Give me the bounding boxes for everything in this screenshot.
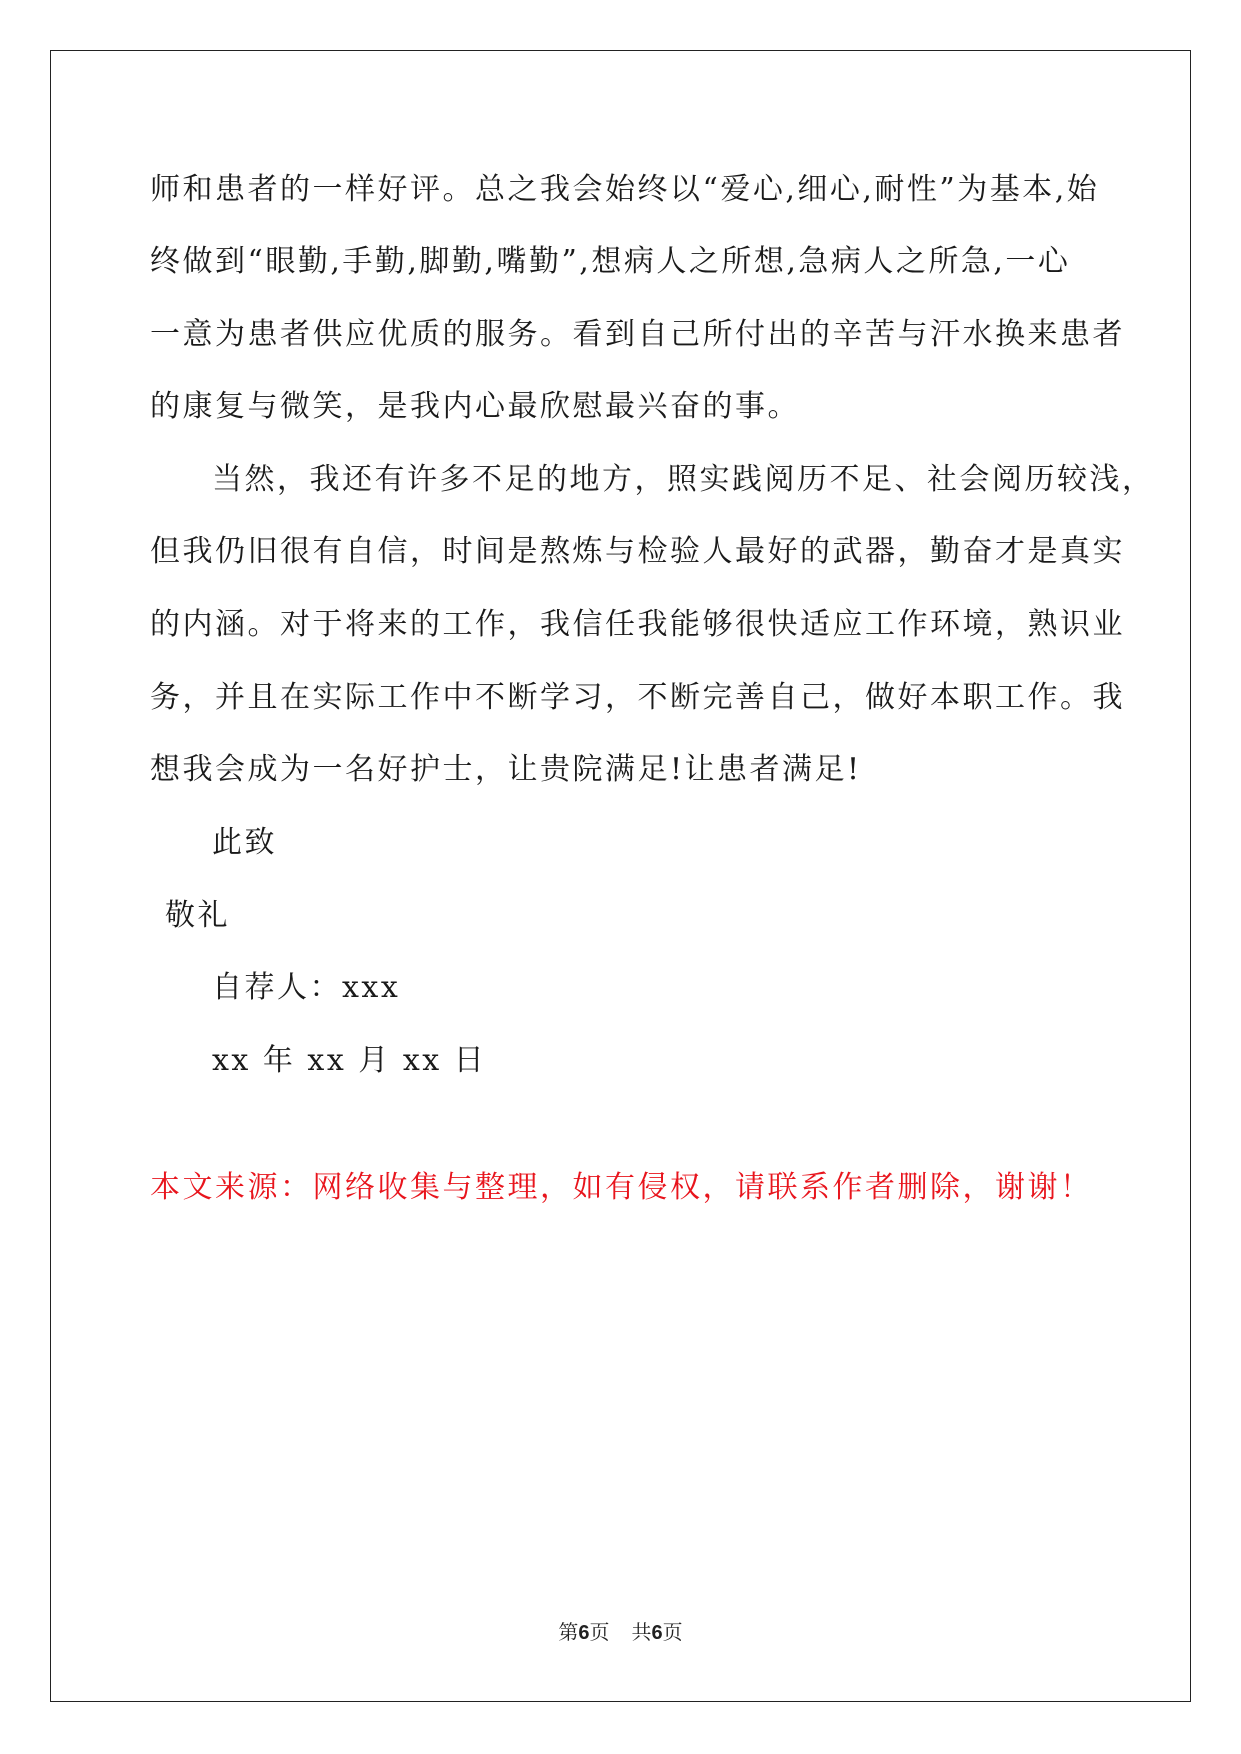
paragraph-1-line-3: 一意为患者供应优质的服务。看到自己所付出的辛苦与汗水换来患者 [150,317,1125,352]
paragraph-2-line-3: 的内涵。对于将来的工作，我信任我能够很快适应工作环境，熟识业 [150,607,1125,642]
date-line: xx 年 xx 月 xx 日 [212,1043,487,1078]
paragraph-2-line-5: 想我会成为一名好护士，让贵院满足!让患者满足! [150,752,862,787]
salute-text: 敬礼 [165,898,230,933]
paragraph-1-line-2: 终做到“眼勤,手勤,脚勤,嘴勤”,想病人之所想,急病人之所急,一心 [150,244,1071,279]
paragraph-2-line-2: 但我仍旧很有自信，时间是熬炼与检验人最好的武器，勤奋才是真实 [150,534,1125,569]
closing-text: 此致 [212,825,277,860]
paragraph-2-line-4: 务，并且在实际工作中不断学习，不断完善自己，做好本职工作。我 [150,680,1125,715]
paragraph-1-line-4: 的康复与微笑，是我内心最欣慰最兴奋的事。 [150,389,800,424]
total-prefix: 共 [631,1620,652,1644]
page-border [50,50,1191,1702]
source-notice: 本文来源：网络收集与整理，如有侵权，请联系作者删除，谢谢！ [150,1170,1093,1205]
page-suffix: 页 [589,1620,610,1644]
page-current: 6 [578,1622,590,1644]
page-total: 6 [651,1622,663,1644]
signature-line: 自荐人：xxx [212,970,401,1005]
total-suffix: 页 [662,1620,683,1644]
paragraph-2-line-1: 当然，我还有许多不足的地方，照实践阅历不足、社会阅历较浅， [212,462,1155,497]
page-footer [0,1620,1241,1645]
page-prefix: 第 [558,1620,579,1644]
paragraph-1-line-1: 师和患者的一样好评。总之我会始终以“爱心,细心,耐性”为基本,始 [150,172,1100,207]
